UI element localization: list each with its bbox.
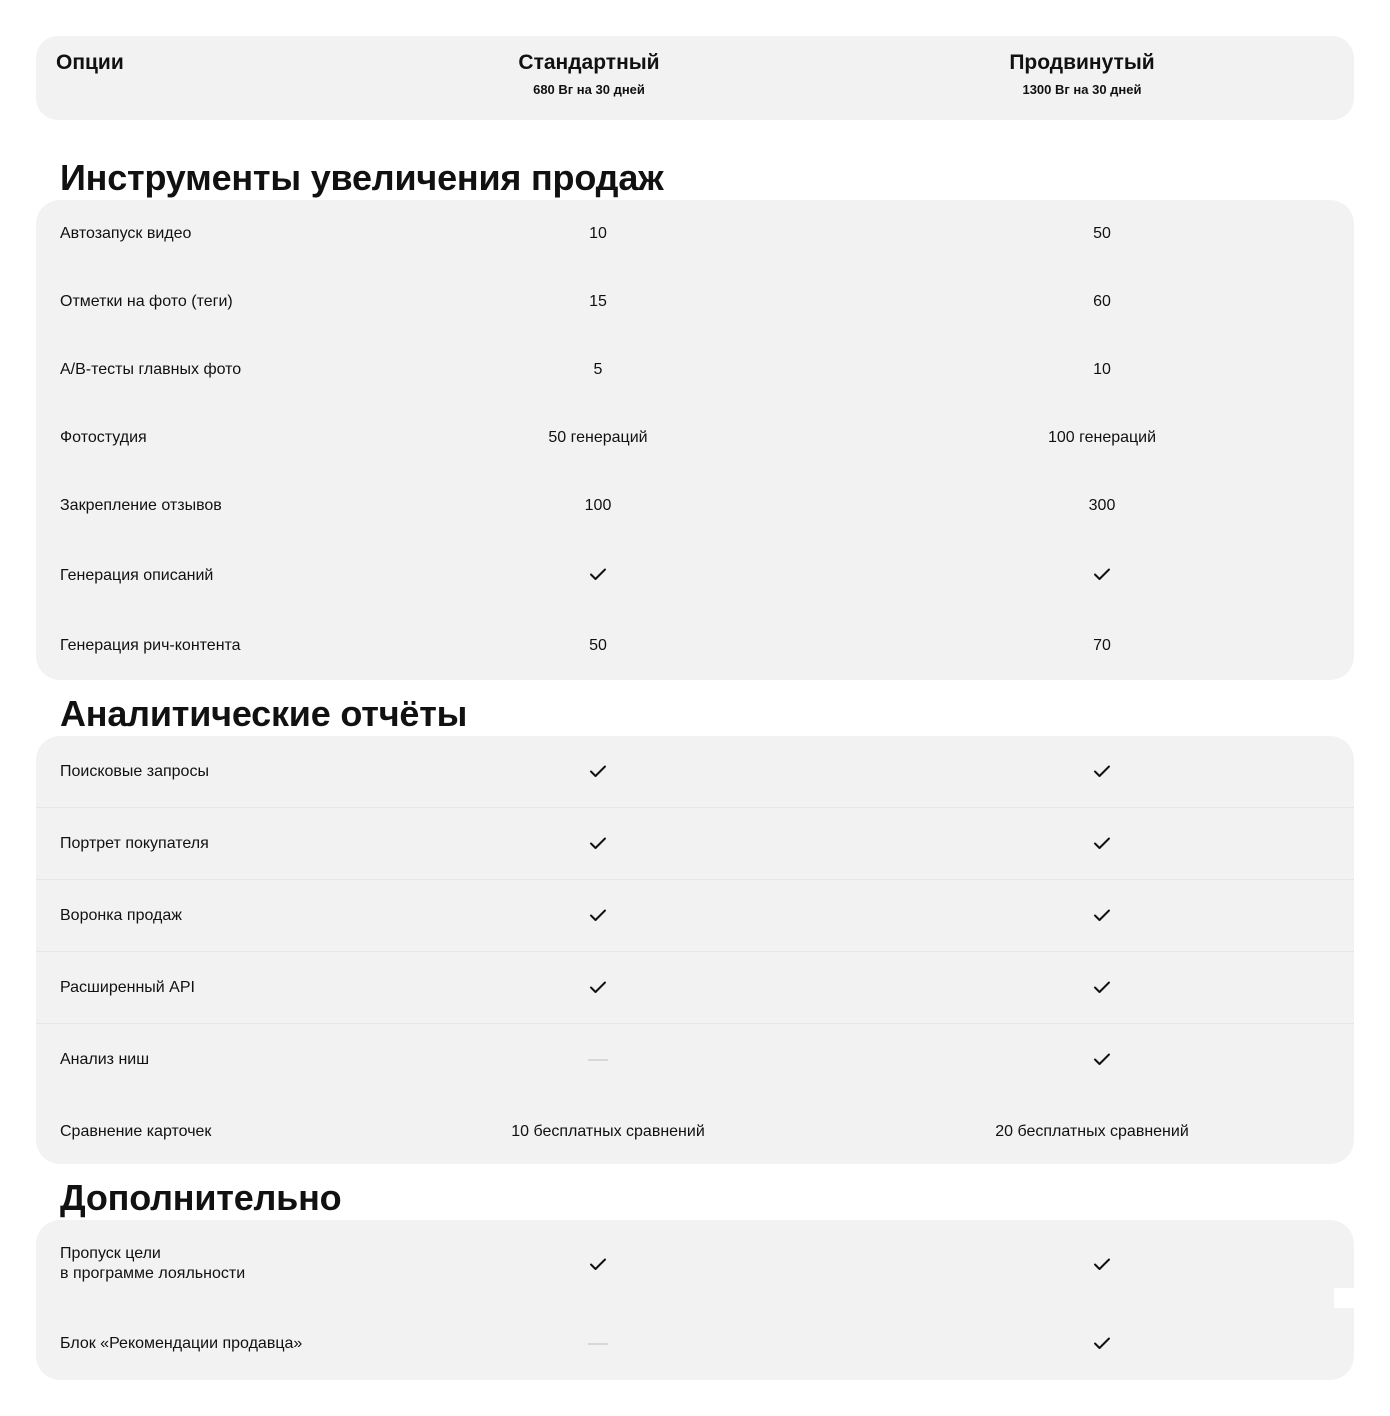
- options-column-title: Опции: [56, 51, 124, 74]
- row-label: Сравнение карточек: [60, 1123, 212, 1140]
- section-card-sales-tools: [36, 200, 1354, 680]
- check-icon: [588, 833, 608, 853]
- standard-value: 50: [589, 637, 607, 654]
- check-icon: [1092, 833, 1112, 853]
- check-icon: [1092, 564, 1112, 584]
- row-label: Поисковые запросы: [60, 763, 209, 780]
- check-icon: [588, 564, 608, 584]
- advanced-value: 70: [1093, 637, 1111, 654]
- row-label: А/В-тесты главных фото: [60, 361, 242, 378]
- row-label: Автозапуск видео: [60, 225, 192, 242]
- row-label: Генерация описаний: [60, 567, 214, 584]
- section-title-analytics: Аналитические отчёты: [60, 693, 468, 734]
- row-label: Расширенный API: [60, 979, 195, 996]
- table-row: [36, 1096, 1354, 1164]
- dash-icon: [588, 1343, 608, 1345]
- row-label: Воронка продаж: [60, 907, 182, 924]
- plan-advanced: [922, 50, 1242, 97]
- table-row: [36, 268, 1354, 336]
- advanced-value: 60: [1093, 293, 1111, 310]
- row-label: Генерация рич-контента: [60, 637, 241, 654]
- table-row: [36, 1308, 1354, 1380]
- table-row: [36, 880, 1354, 952]
- table-row: [36, 1024, 1354, 1096]
- row-label: Портрет покупателя: [60, 835, 209, 852]
- advanced-value: 20 бесплатных сравнений: [995, 1123, 1189, 1140]
- plans-header: [36, 36, 1354, 120]
- plan-advanced-name: Продвинутый: [1009, 51, 1155, 74]
- check-icon: [588, 761, 608, 781]
- table-row: [36, 612, 1354, 680]
- dash-icon: [588, 1059, 608, 1061]
- check-icon: [1092, 761, 1112, 781]
- table-row: [36, 200, 1354, 268]
- plan-standard-price: 680 Вг на 30 дней: [533, 82, 645, 97]
- standard-value: 10: [589, 225, 607, 242]
- table-row: [36, 540, 1354, 612]
- card-corner-notch: [1334, 1288, 1354, 1308]
- check-icon: [1092, 1049, 1112, 1069]
- row-label: Пропуск цели в программе лояльности: [60, 1245, 246, 1282]
- advanced-value: 100 генераций: [1047, 429, 1157, 446]
- table-row: [36, 404, 1354, 472]
- plan-advanced-price: 1300 Вг на 30 дней: [1022, 82, 1142, 97]
- plan-standard: [429, 50, 749, 97]
- row-label: Отметки на фото (теги): [60, 293, 233, 310]
- standard-value: 15: [589, 293, 607, 310]
- check-icon: [1092, 1333, 1112, 1353]
- standard-value: 50 генераций: [548, 429, 648, 446]
- check-icon: [1092, 905, 1112, 925]
- table-row: [36, 952, 1354, 1024]
- table-row: [36, 472, 1354, 540]
- check-icon: [588, 977, 608, 997]
- check-icon: [1092, 1254, 1112, 1274]
- section-title-sales-tools: Инструменты увеличения продаж: [60, 157, 664, 198]
- table-row: [36, 1220, 1354, 1308]
- row-label: Фотостудия: [60, 429, 147, 446]
- check-icon: [588, 905, 608, 925]
- advanced-value: 300: [1088, 497, 1116, 514]
- table-row: [36, 336, 1354, 404]
- table-row: [36, 808, 1354, 880]
- table-row: [36, 736, 1354, 808]
- advanced-value: 50: [1093, 225, 1111, 242]
- section-title-additional: Дополнительно: [60, 1177, 342, 1218]
- section-card-analytics: [36, 736, 1354, 1164]
- check-icon: [588, 1254, 608, 1274]
- standard-value: 10 бесплатных сравнений: [511, 1123, 705, 1140]
- row-label: Закрепление отзывов: [60, 497, 222, 514]
- plan-standard-name: Стандартный: [518, 51, 660, 74]
- row-label: Анализ ниш: [60, 1051, 150, 1068]
- advanced-value: 10: [1093, 361, 1111, 378]
- check-icon: [1092, 977, 1112, 997]
- row-label: Блок «Рекомендации продавца»: [60, 1335, 303, 1352]
- standard-value: 100: [584, 497, 612, 514]
- section-card-additional: [36, 1220, 1354, 1380]
- standard-value: 5: [593, 361, 603, 378]
